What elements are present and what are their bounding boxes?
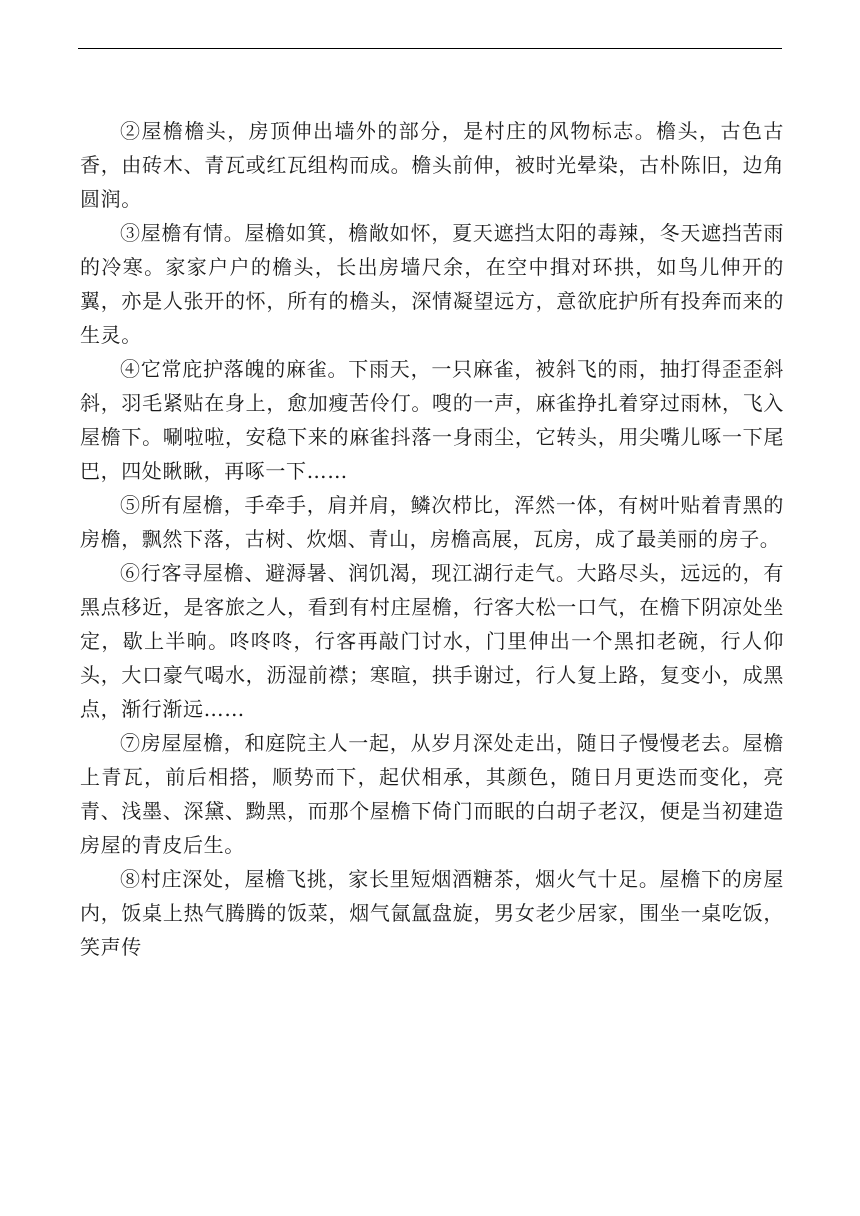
paragraph-4: ④它常庇护落魄的麻雀。下雨天，一只麻雀，被斜飞的雨，抽打得歪歪斜斜，羽毛紧贴在身上，愈加瘦苦伶仃。嗖的一声，麻雀挣扎着穿过雨林，飞入屋檐下。唰啦啦，安稳下来的麻雀抖落一身雨尘，它转头，用尖嘴儿啄一下尾巴，四处瞅瞅，再啄一下…… (80, 357, 784, 483)
paragraph-5: ⑤所有屋檐，手牵手，肩并肩，鳞次栉比，浑然一体，有树叶贴着青黑的房檐，飘然下落，古树、炊烟、青山，房檐高展，瓦房，成了最美丽的房子。 (80, 493, 784, 551)
document-body (80, 114, 784, 964)
header-rule (78, 48, 782, 49)
paragraph-2: ②屋檐檐头，房顶伸出墙外的部分，是村庄的风物标志。檐头，古色古香，由砖木、青瓦或红瓦组构而成。檐头前伸，被时光晕染，古朴陈旧，边角圆润。 (80, 119, 784, 211)
paragraph-7: ⑦房屋屋檐，和庭院主人一起，从岁月深处走出，随日子慢慢老去。屋檐上青瓦，前后相搭，顺势而下，起伏相承，其颜色，随日月更迭而变化，亮青、浅墨、深黛、黝黑，而那个屋檐下倚门而眠的白胡子老汉，便是当初建造房屋的青皮后生。 (80, 731, 784, 857)
paragraph-6: ⑥行客寻屋檐、避溽暑、润饥渴，现江湖行走气。大路尽头，远远的，有黑点移近，是客旅之人，看到有村庄屋檐，行客大松一口气，在檐下阴凉处坐定，歇上半晌。咚咚咚，行客再敲门讨水，门里伸出一个黑扣老碗，行人仰头，大口豪气喝水，沥湿前襟；寒暄，拱手谢过，行人复上路，复变小，成黑点，渐行渐远…… (80, 561, 784, 721)
paragraph-8: ⑧村庄深处，屋檐飞挑，家长里短烟酒糖茶，烟火气十足。屋檐下的房屋内，饭桌上热气腾腾的饭菜，烟气氤氲盘旋，男女老少居家，围坐一桌吃饭，笑声传 (80, 867, 784, 959)
paragraph-3: ③屋檐有情。屋檐如箕，檐敞如怀，夏天遮挡太阳的毒辣，冬天遮挡苦雨的冷寒。家家户户的檐头，长出房墙尺余，在空中揖对环拱，如鸟儿伸开的翼，亦是人张开的怀，所有的檐头，深情凝望远方，意欲庇护所有投奔而来的生灵。 (80, 221, 784, 347)
